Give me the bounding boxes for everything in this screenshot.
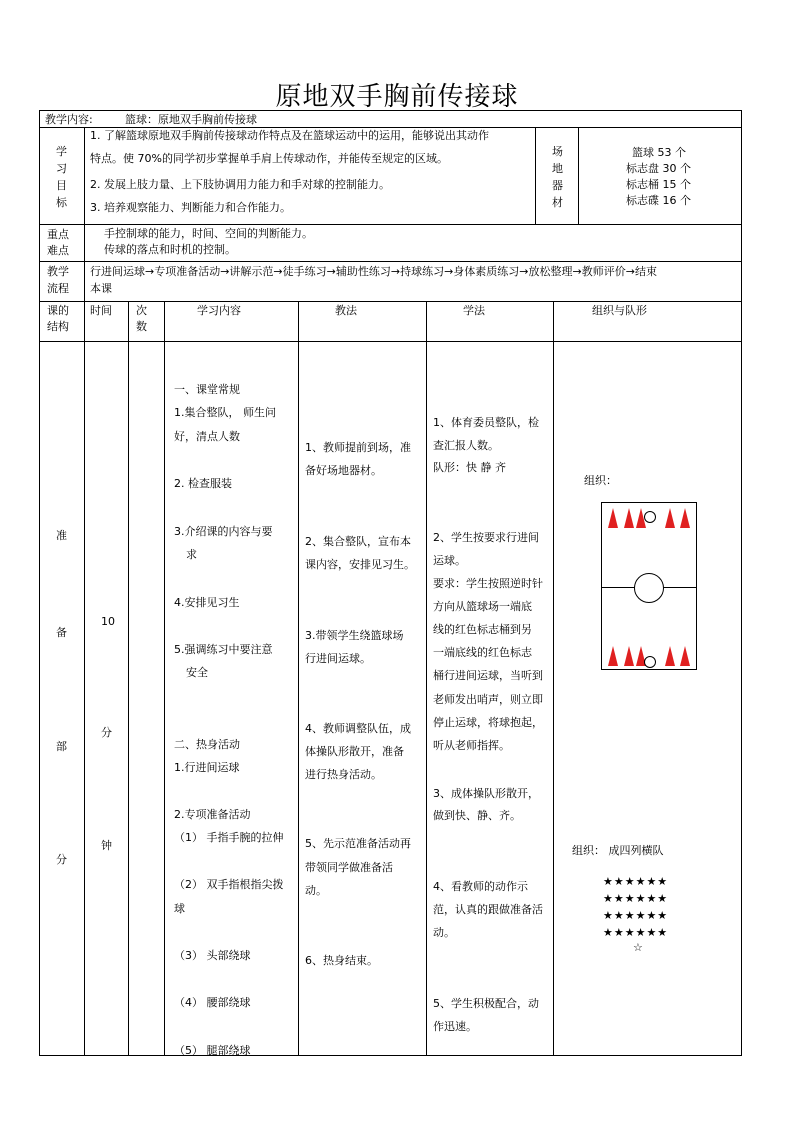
time-unit: 分 <box>101 726 112 739</box>
header-label: 教学内容: <box>45 113 93 126</box>
list-item: 作迅速。 <box>433 1020 477 1033</box>
list-item: 线的红色标志桶到另 <box>433 623 532 636</box>
list-item: 范，认真的跟做准备活 <box>433 903 543 916</box>
difficulty-text: 传球的落点和时机的控制。 <box>104 243 236 256</box>
cone-icon <box>624 508 634 528</box>
list-item: 进行热身活动。 <box>305 768 382 781</box>
list-item: （4） 腰部绕球 <box>174 996 251 1009</box>
process-flow: 行进间运球→专项准备活动→讲解示范→徒手练习→辅助性练习→持球练习→身体素质练习→放松整理→教师评价→结束 <box>90 265 657 278</box>
time-unit: 钟 <box>101 839 112 852</box>
list-item: 3.带领学生绕篮球场 <box>305 629 404 642</box>
list-item: 1、教师提前到场，准 <box>305 441 411 454</box>
list-item: 2.专项准备活动 <box>174 808 251 821</box>
formation-stars <box>603 873 668 941</box>
difficulty-label: 难点 <box>47 244 69 257</box>
list-item: 桶行进间运球，当听到 <box>433 669 543 682</box>
list-item: 1.行进间运球 <box>174 761 240 774</box>
equipment-item: 标志桶 15 个 <box>626 178 691 191</box>
col-divider <box>578 127 579 224</box>
list-item: 3.介绍课的内容与要 <box>174 525 273 538</box>
list-item: 2. 检查服装 <box>174 477 232 490</box>
list-item: 4、教师调整队伍，成 <box>305 722 411 735</box>
row-divider <box>39 224 742 225</box>
time-value: 10 <box>101 615 115 628</box>
col-time: 时间 <box>90 304 112 317</box>
list-item: 动。 <box>305 884 327 897</box>
list-item: 好，清点人数 <box>174 430 240 443</box>
list-item: 安全 <box>186 666 208 679</box>
list-item: 老师发出哨声，则立即 <box>433 693 543 706</box>
col-divider <box>298 301 299 1056</box>
list-item: 二、热身活动 <box>174 738 240 751</box>
section-char: 准 <box>56 529 67 542</box>
list-item: 方向从篮球场一端底 <box>433 600 532 613</box>
col-structure: 课的 <box>47 304 69 317</box>
process-label: 教学 <box>47 265 69 278</box>
list-item: 停止运球，将球抱起， <box>433 716 543 729</box>
list-item: （2） 双手指根指尖拨 <box>174 878 284 891</box>
star-row: ★★★★★★ <box>603 892 669 905</box>
star-row: ★★★★★★ <box>603 909 669 922</box>
section-char: 分 <box>56 853 67 866</box>
list-item: 体操队形散开，准备 <box>305 745 404 758</box>
objective-line: 2. 发展上肢力量、上下肢协调用力能力和手对球的控制能力。 <box>90 178 390 191</box>
cone-icon <box>624 646 634 666</box>
list-item: 备好场地器材。 <box>305 464 382 477</box>
header-content: 篮球：原地双手胸前传接球 <box>125 113 257 126</box>
list-item: 做到快、静、齐。 <box>433 809 521 822</box>
star-row: ★★★★★★ <box>603 875 669 888</box>
col-count: 数 <box>136 320 147 333</box>
equipment-item: 标志盘 30 个 <box>626 162 691 175</box>
cone-icon <box>665 646 675 666</box>
row-divider <box>39 301 742 302</box>
process-flow-end: 本课 <box>90 282 112 295</box>
col-divider <box>164 301 165 1056</box>
col-divider <box>84 301 85 1056</box>
list-item: 2、学生按要求行进间 <box>433 531 539 544</box>
list-item: 队形：快 静 齐 <box>433 461 506 474</box>
key-point-text: 手控制球的能力，时间、空间的判断能力。 <box>104 227 313 240</box>
col-organization: 组织与队形 <box>592 304 647 317</box>
page-title: 原地双手胸前传接球 <box>275 82 519 112</box>
objective-line: 特点。使 70%的同学初步掌握单手肩上传球动作，并能传至规定的区域。 <box>90 152 448 165</box>
col-divider <box>535 127 536 224</box>
list-item: 4、看教师的动作示 <box>433 880 528 893</box>
section-char: 备 <box>56 626 67 639</box>
list-item: 6、热身结束。 <box>305 954 378 967</box>
cone-icon <box>665 508 675 528</box>
list-item: （3） 头部绕球 <box>174 949 251 962</box>
row-divider <box>39 341 742 342</box>
list-item: （5） 腿部绕球 <box>174 1044 251 1057</box>
objective-line: 3. 培养观察能力、判断能力和合作能力。 <box>90 201 291 214</box>
court-diagram <box>601 502 697 670</box>
list-item: 查汇报人数。 <box>433 439 499 452</box>
cone-icon <box>608 646 618 666</box>
col-structure: 结构 <box>47 320 69 333</box>
col-count: 次 <box>136 304 147 317</box>
objective-line: 1. 了解篮球原地双手胸前传接球动作特点及在篮球运动中的运用，能够说出其动作 <box>90 129 489 142</box>
col-teaching: 教法 <box>335 304 357 317</box>
col-divider <box>84 127 85 261</box>
list-item: 动。 <box>433 926 455 939</box>
star-row: ★★★★★★ <box>603 926 669 939</box>
cone-icon <box>608 508 618 528</box>
list-item: （1） 手指手腕的拉伸 <box>174 831 284 844</box>
ball-icon <box>644 656 656 668</box>
list-item: 听从老师指挥。 <box>433 739 510 752</box>
list-item: 运球。 <box>433 554 466 567</box>
list-item: 5.强调练习中要注意 <box>174 643 273 656</box>
equipment-item: 篮球 53 个 <box>632 146 686 159</box>
list-item: 2、集合整队，宣布本 <box>305 535 411 548</box>
col-divider <box>426 301 427 1056</box>
equipment-item: 标志碟 16 个 <box>626 194 691 207</box>
list-item: 3、成体操队形散开， <box>433 787 539 800</box>
list-item: 一端底线的红色标志 <box>433 646 532 659</box>
list-item: 一、课堂常规 <box>174 383 240 396</box>
col-divider <box>553 301 554 1056</box>
list-item: 4.安排见习生 <box>174 596 240 609</box>
col-divider <box>128 301 129 1056</box>
list-item: 5、先示范准备活动再 <box>305 837 411 850</box>
process-label: 流程 <box>47 282 69 295</box>
list-item: 1.集合整队， 师生问 <box>174 406 276 419</box>
key-points-label: 重点 <box>47 228 69 241</box>
cone-icon <box>680 508 690 528</box>
ball-icon <box>644 511 656 523</box>
list-item: 行进间运球。 <box>305 652 371 665</box>
cone-icon <box>680 646 690 666</box>
formation-label: 组织： 成四列横队 <box>572 844 664 857</box>
center-circle <box>634 573 664 603</box>
list-item: 要求：学生按照逆时针 <box>433 577 543 590</box>
list-item: 5、学生积极配合，动 <box>433 997 539 1010</box>
col-content: 学习内容 <box>197 304 241 317</box>
list-item: 课内容，安排见习生。 <box>305 558 415 571</box>
col-learning: 学法 <box>463 304 485 317</box>
list-item: 带领同学做准备活 <box>305 861 393 874</box>
row-divider <box>39 261 742 262</box>
col-divider <box>84 261 85 301</box>
list-item: 球 <box>174 902 185 915</box>
teacher-star-icon: ☆ <box>633 941 643 954</box>
list-item: 求 <box>186 548 197 561</box>
section-char: 部 <box>56 740 67 753</box>
list-item: 1、体育委员整队，检 <box>433 416 539 429</box>
organization-label: 组织： <box>584 474 617 487</box>
